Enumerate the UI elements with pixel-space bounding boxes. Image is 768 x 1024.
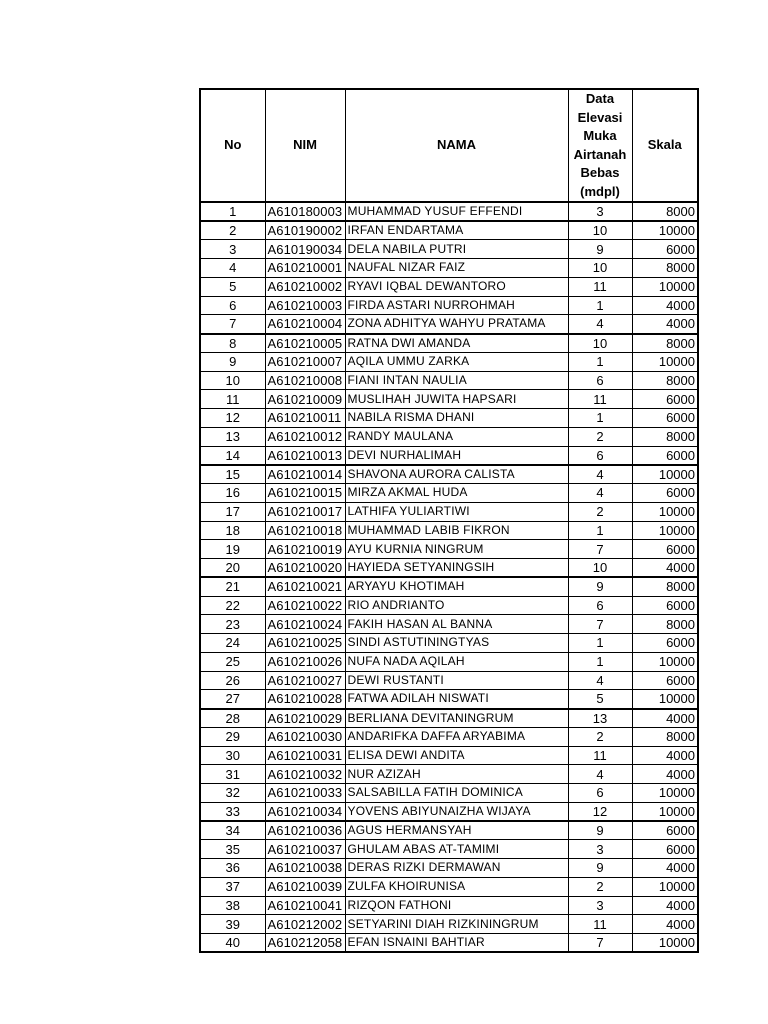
cell-elevasi: 9: [568, 859, 632, 878]
table-row: [200, 427, 698, 446]
cell-elevasi: 7: [568, 615, 632, 634]
cell-skala: 10000: [632, 465, 698, 484]
cell-nim: A610210011: [265, 409, 345, 428]
cell-no: 36: [200, 859, 265, 878]
cell-no: 34: [200, 821, 265, 840]
cell-skala: 10000: [632, 877, 698, 896]
cell-nama: MUHAMMAD YUSUF EFFENDI: [345, 202, 568, 221]
cell-nim: A610210037: [265, 840, 345, 859]
table-row: [200, 371, 698, 390]
table-row: [200, 727, 698, 746]
table-row: [200, 615, 698, 634]
header-row: [200, 89, 698, 202]
cell-no: 40: [200, 934, 265, 953]
cell-no: 16: [200, 484, 265, 503]
cell-elevasi: 2: [568, 502, 632, 521]
cell-nama: NABILA RISMA DHANI: [345, 409, 568, 428]
table-row: [200, 502, 698, 521]
cell-nim: A610210003: [265, 296, 345, 315]
cell-nim: A610210008: [265, 371, 345, 390]
cell-nama: ELISA DEWI ANDITA: [345, 746, 568, 765]
cell-nim: A610210022: [265, 596, 345, 615]
cell-nim: A610210021: [265, 577, 345, 596]
cell-nama: NUR AZIZAH: [345, 765, 568, 784]
cell-no: 2: [200, 221, 265, 240]
cell-nim: A610212002: [265, 915, 345, 934]
cell-elevasi: 10: [568, 559, 632, 578]
cell-nama: AQILA UMMU ZARKA: [345, 352, 568, 371]
cell-elevasi: 12: [568, 802, 632, 821]
cell-skala: 4000: [632, 296, 698, 315]
cell-no: 37: [200, 877, 265, 896]
cell-nama: DEVI NURHALIMAH: [345, 446, 568, 465]
cell-elevasi: 3: [568, 840, 632, 859]
cell-no: 22: [200, 596, 265, 615]
table-row: [200, 915, 698, 934]
table-row: [200, 240, 698, 259]
cell-nama: ZONA ADHITYA WAHYU PRATAMA: [345, 315, 568, 334]
header-elevasi-line: Muka: [583, 128, 617, 143]
table-row: [200, 709, 698, 728]
cell-nim: A610210029: [265, 709, 345, 728]
header-elevasi-line: (mdpl): [580, 183, 620, 199]
cell-no: 3: [200, 240, 265, 259]
cell-nim: A610210041: [265, 896, 345, 915]
cell-nama: DEWI RUSTANTI: [345, 671, 568, 690]
cell-skala: 8000: [632, 259, 698, 278]
cell-skala: 10000: [632, 784, 698, 803]
table-row: [200, 765, 698, 784]
cell-skala: 10000: [632, 690, 698, 709]
cell-skala: 10000: [632, 802, 698, 821]
table-body: [200, 202, 698, 952]
cell-no: 33: [200, 802, 265, 821]
cell-nim: A610190034: [265, 240, 345, 259]
table-row: [200, 465, 698, 484]
cell-elevasi: 4: [568, 765, 632, 784]
cell-no: 31: [200, 765, 265, 784]
table-row: [200, 859, 698, 878]
cell-nim: A610210033: [265, 784, 345, 803]
cell-no: 8: [200, 334, 265, 353]
table-row: [200, 784, 698, 803]
cell-no: 29: [200, 727, 265, 746]
cell-skala: 6000: [632, 484, 698, 503]
cell-nama: AYU KURNIA NINGRUM: [345, 540, 568, 559]
cell-nim: A610210018: [265, 521, 345, 540]
cell-nama: HAYIEDA SETYANINGSIH: [345, 559, 568, 578]
table-row: [200, 409, 698, 428]
cell-nama: RIZQON FATHONI: [345, 896, 568, 915]
cell-no: 35: [200, 840, 265, 859]
cell-nim: A610210031: [265, 746, 345, 765]
cell-elevasi: 1: [568, 296, 632, 315]
cell-nama: FIRDA ASTARI NURROHMAH: [345, 296, 568, 315]
cell-nim: A610190002: [265, 221, 345, 240]
cell-skala: 8000: [632, 202, 698, 221]
cell-no: 10: [200, 371, 265, 390]
cell-skala: 4000: [632, 896, 698, 915]
cell-nama: EFAN ISNAINI BAHTIAR: [345, 934, 568, 953]
cell-nama: MUSLIHAH JUWITA HAPSARI: [345, 390, 568, 409]
cell-nim: A610210028: [265, 690, 345, 709]
table-row: [200, 671, 698, 690]
cell-nim: A610210001: [265, 259, 345, 278]
cell-nim: A610210019: [265, 540, 345, 559]
cell-nama: RIO ANDRIANTO: [345, 596, 568, 615]
cell-skala: 6000: [632, 409, 698, 428]
table-row: [200, 821, 698, 840]
cell-nama: FAKIH HASAN AL BANNA: [345, 615, 568, 634]
cell-nama: FATWA ADILAH NISWATI: [345, 690, 568, 709]
cell-elevasi: 1: [568, 409, 632, 428]
table-row: [200, 540, 698, 559]
table-row: [200, 334, 698, 353]
cell-nama: DELA NABILA PUTRI: [345, 240, 568, 259]
cell-skala: 4000: [632, 709, 698, 728]
cell-nim: A610210020: [265, 559, 345, 578]
cell-no: 5: [200, 277, 265, 296]
cell-elevasi: 2: [568, 727, 632, 746]
cell-elevasi: 2: [568, 877, 632, 896]
cell-skala: 8000: [632, 334, 698, 353]
cell-skala: 4000: [632, 859, 698, 878]
cell-skala: 10000: [632, 934, 698, 953]
cell-no: 7: [200, 315, 265, 334]
cell-elevasi: 11: [568, 390, 632, 409]
cell-no: 19: [200, 540, 265, 559]
cell-nim: A610210038: [265, 859, 345, 878]
cell-nama: RATNA DWI AMANDA: [345, 334, 568, 353]
cell-nim: A610212058: [265, 934, 345, 953]
cell-no: 11: [200, 390, 265, 409]
cell-skala: 10000: [632, 502, 698, 521]
table-header: [200, 89, 698, 202]
cell-no: 4: [200, 259, 265, 278]
cell-skala: 10000: [632, 221, 698, 240]
cell-elevasi: 10: [568, 259, 632, 278]
cell-elevasi: 13: [568, 709, 632, 728]
cell-nama: DERAS RIZKI DERMAWAN: [345, 859, 568, 878]
cell-no: 12: [200, 409, 265, 428]
cell-skala: 8000: [632, 371, 698, 390]
cell-nama: GHULAM ABAS AT-TAMIMI: [345, 840, 568, 859]
cell-elevasi: 1: [568, 521, 632, 540]
cell-nama: ZULFA KHOIRUNISA: [345, 877, 568, 896]
cell-nim: A610210015: [265, 484, 345, 503]
cell-nama: ARYAYU KHOTIMAH: [345, 577, 568, 596]
cell-skala: 10000: [632, 352, 698, 371]
cell-nama: FIANI INTAN NAULIA: [345, 371, 568, 390]
cell-elevasi: 1: [568, 652, 632, 671]
cell-nim: A610210024: [265, 615, 345, 634]
cell-no: 17: [200, 502, 265, 521]
cell-nim: A610210026: [265, 652, 345, 671]
cell-elevasi: 3: [568, 202, 632, 221]
cell-no: 39: [200, 915, 265, 934]
table-row: [200, 746, 698, 765]
cell-nama: NAUFAL NIZAR FAIZ: [345, 259, 568, 278]
table-row: [200, 352, 698, 371]
cell-skala: 10000: [632, 521, 698, 540]
cell-nama: YOVENS ABIYUNAIZHA WIJAYA: [345, 802, 568, 821]
table-row: [200, 596, 698, 615]
student-elevation-table: [199, 88, 699, 953]
cell-skala: 6000: [632, 821, 698, 840]
cell-no: 26: [200, 671, 265, 690]
header-nim: NIM: [265, 89, 345, 202]
cell-no: 18: [200, 521, 265, 540]
cell-no: 25: [200, 652, 265, 671]
cell-no: 20: [200, 559, 265, 578]
cell-elevasi: 6: [568, 371, 632, 390]
cell-no: 9: [200, 352, 265, 371]
cell-skala: 6000: [632, 446, 698, 465]
table-row: [200, 559, 698, 578]
cell-skala: 4000: [632, 915, 698, 934]
cell-elevasi: 6: [568, 446, 632, 465]
table-row: [200, 577, 698, 596]
cell-skala: 6000: [632, 596, 698, 615]
header-skala: Skala: [632, 89, 698, 202]
cell-nim: A610210027: [265, 671, 345, 690]
cell-elevasi: 4: [568, 671, 632, 690]
cell-skala: 8000: [632, 427, 698, 446]
cell-no: 23: [200, 615, 265, 634]
header-elevasi-line: Elevasi: [577, 109, 623, 125]
cell-skala: 6000: [632, 671, 698, 690]
table-row: [200, 634, 698, 653]
cell-nama: RANDY MAULANA: [345, 427, 568, 446]
cell-skala: 10000: [632, 277, 698, 296]
cell-no: 28: [200, 709, 265, 728]
cell-elevasi: 4: [568, 484, 632, 503]
cell-elevasi: 1: [568, 352, 632, 371]
table-row: [200, 652, 698, 671]
cell-elevasi: 9: [568, 240, 632, 259]
cell-elevasi: 11: [568, 915, 632, 934]
header-elevasi-line: Bebas: [580, 165, 620, 180]
cell-nim: A610210039: [265, 877, 345, 896]
cell-nama: IRFAN ENDARTAMA: [345, 221, 568, 240]
header-elevasi: [568, 89, 632, 202]
cell-elevasi: 11: [568, 746, 632, 765]
cell-no: 14: [200, 446, 265, 465]
cell-nim: A610210007: [265, 352, 345, 371]
cell-nim: A610210025: [265, 634, 345, 653]
table-row: [200, 259, 698, 278]
table-row: [200, 877, 698, 896]
cell-nim: A610210009: [265, 390, 345, 409]
cell-skala: 6000: [632, 390, 698, 409]
table-row: [200, 840, 698, 859]
cell-nama: LATHIFA YULIARTIWI: [345, 502, 568, 521]
cell-skala: 8000: [632, 615, 698, 634]
cell-elevasi: 10: [568, 334, 632, 353]
cell-skala: 4000: [632, 315, 698, 334]
table-row: [200, 896, 698, 915]
cell-nim: A610210032: [265, 765, 345, 784]
cell-elevasi: 11: [568, 277, 632, 296]
table-row: [200, 296, 698, 315]
cell-no: 6: [200, 296, 265, 315]
cell-elevasi: 7: [568, 540, 632, 559]
cell-no: 21: [200, 577, 265, 596]
cell-nama: SETYARINI DIAH RIZKININGRUM: [345, 915, 568, 934]
cell-no: 1: [200, 202, 265, 221]
cell-nama: AGUS HERMANSYAH: [345, 821, 568, 840]
cell-skala: 4000: [632, 746, 698, 765]
cell-elevasi: 6: [568, 596, 632, 615]
cell-skala: 6000: [632, 634, 698, 653]
cell-nama: BERLIANA DEVITANINGRUM: [345, 709, 568, 728]
cell-nim: A610210005: [265, 334, 345, 353]
cell-no: 15: [200, 465, 265, 484]
cell-nim: A610210036: [265, 821, 345, 840]
cell-skala: 8000: [632, 577, 698, 596]
table-row: [200, 221, 698, 240]
cell-nama: SALSABILLA FATIH DOMINICA: [345, 784, 568, 803]
cell-skala: 6000: [632, 540, 698, 559]
table-row: [200, 390, 698, 409]
cell-no: 30: [200, 746, 265, 765]
cell-nim: A610210034: [265, 802, 345, 821]
cell-nama: RYAVI IQBAL DEWANTORO: [345, 277, 568, 296]
cell-nim: A610210013: [265, 446, 345, 465]
table-row: [200, 484, 698, 503]
cell-elevasi: 3: [568, 896, 632, 915]
cell-nim: A610210017: [265, 502, 345, 521]
cell-nim: A610210014: [265, 465, 345, 484]
cell-nama: ANDARIFKA DAFFA ARYABIMA: [345, 727, 568, 746]
table-row: [200, 690, 698, 709]
cell-nama: SINDI ASTUTININGTYAS: [345, 634, 568, 653]
cell-nama: MIRZA AKMAL HUDA: [345, 484, 568, 503]
cell-nama: MUHAMMAD LABIB FIKRON: [345, 521, 568, 540]
cell-nama: SHAVONA AURORA CALISTA: [345, 465, 568, 484]
cell-elevasi: 1: [568, 634, 632, 653]
cell-elevasi: 7: [568, 934, 632, 953]
cell-skala: 8000: [632, 727, 698, 746]
cell-skala: 4000: [632, 559, 698, 578]
cell-no: 24: [200, 634, 265, 653]
cell-elevasi: 9: [568, 577, 632, 596]
cell-no: 32: [200, 784, 265, 803]
cell-elevasi: 9: [568, 821, 632, 840]
header-elevasi-line: Airtanah: [573, 146, 627, 162]
header-nama: NAMA: [345, 89, 568, 202]
table-row: [200, 446, 698, 465]
cell-elevasi: 2: [568, 427, 632, 446]
cell-skala: 6000: [632, 840, 698, 859]
header-elevasi-line: Data: [585, 91, 615, 106]
cell-nim: A610180003: [265, 202, 345, 221]
cell-elevasi: 6: [568, 784, 632, 803]
table-row: [200, 315, 698, 334]
cell-skala: 6000: [632, 240, 698, 259]
table-row: [200, 934, 698, 953]
cell-elevasi: 4: [568, 315, 632, 334]
header-no: No: [200, 89, 265, 202]
cell-nim: A610210030: [265, 727, 345, 746]
cell-nim: A610210002: [265, 277, 345, 296]
cell-skala: 10000: [632, 652, 698, 671]
table-row: [200, 277, 698, 296]
cell-nim: A610210004: [265, 315, 345, 334]
cell-no: 13: [200, 427, 265, 446]
cell-no: 38: [200, 896, 265, 915]
table-row: [200, 802, 698, 821]
table-row: [200, 521, 698, 540]
cell-skala: 4000: [632, 765, 698, 784]
cell-no: 27: [200, 690, 265, 709]
cell-elevasi: 4: [568, 465, 632, 484]
cell-nama: NUFA NADA AQILAH: [345, 652, 568, 671]
cell-elevasi: 10: [568, 221, 632, 240]
table-row: [200, 202, 698, 221]
cell-nim: A610210012: [265, 427, 345, 446]
cell-elevasi: 5: [568, 690, 632, 709]
